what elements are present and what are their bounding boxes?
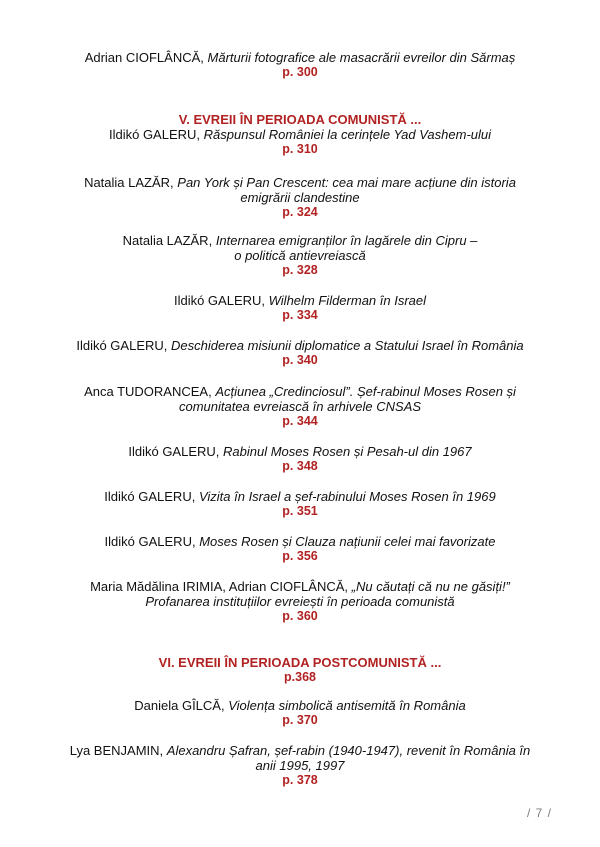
entry-title: Mărturii fotografice ale masacrării evreilor din Sărmaș — [207, 50, 516, 65]
section-heading: VI. EVREII ÎN PERIOADA POSTCOMUNISTĂ ... — [158, 655, 442, 670]
entry-title-continued: anii 1995, 1997 — [255, 758, 345, 773]
entry-author: Anca TUDORANCEA, — [84, 384, 212, 399]
toc-entry — [60, 293, 540, 323]
entry-title: Alexandru Șafran, șef-rabin (1940-1947), revenit în România în — [166, 743, 531, 758]
page-number: / 7 / — [526, 806, 552, 820]
toc-entry-line — [60, 175, 540, 190]
toc-entry-line — [60, 127, 540, 142]
toc-entry-line — [60, 534, 540, 549]
entry-author: Natalia LAZĂR, — [84, 175, 174, 190]
entry-author: Maria Mădălina IRIMIA, Adrian CIOFLÂNCĂ, — [90, 579, 349, 594]
entry-author: Lya BENJAMIN, — [69, 743, 164, 758]
toc-entry-line — [60, 233, 540, 248]
entry-author: Ildikó GALERU, — [76, 338, 168, 353]
entry-title: Rabinul Moses Rosen și Pesah-ul din 1967 — [223, 444, 472, 459]
entry-title-continued: Profanarea instituțiilor evreiești în perioada comunistă — [145, 594, 455, 609]
entry-author: Ildikó GALERU, — [128, 444, 220, 459]
toc-section — [60, 655, 540, 685]
entry-title: Deschiderea misiunii diplomatice a Statului Israel în România — [171, 338, 524, 353]
entry-title: Moses Rosen și Clauza națiunii celei mai favorizate — [199, 534, 496, 549]
entry-author: Ildikó GALERU, — [173, 293, 266, 308]
entry-page-ref: p. 348 — [282, 459, 318, 473]
toc-entry-line — [60, 579, 540, 594]
entry-author: Daniela GÎLCĂ, — [134, 698, 225, 713]
toc-entry — [60, 579, 540, 624]
toc-section — [60, 112, 540, 157]
entry-title: Internarea emigranților în lagărele din Cipru – — [215, 233, 478, 248]
entry-title: Pan York și Pan Crescent: cea mai mare acțiune din istoria — [177, 175, 516, 190]
toc-entry — [60, 338, 540, 368]
toc-entry-line — [60, 50, 540, 65]
entry-page-ref: p. 334 — [282, 308, 318, 322]
entry-author: Ildikó GALERU, — [104, 534, 196, 549]
toc-entry — [60, 175, 540, 220]
toc-entry — [60, 698, 540, 728]
entry-page-ref: p. 328 — [282, 263, 318, 277]
toc-entry-line — [60, 338, 540, 353]
section-heading: V. EVREII ÎN PERIOADA COMUNISTĂ ... — [178, 112, 422, 127]
entry-page-ref: p. 351 — [282, 504, 318, 518]
entry-page-ref: p. 324 — [282, 205, 318, 219]
entry-page-ref: p. 356 — [282, 549, 318, 563]
toc-entry — [60, 534, 540, 564]
entry-title-continued: comunitatea evreiască în arhivele CNSAS — [178, 399, 422, 414]
entry-title: Vizita în Israel a șef-rabinului Moses Rosen în 1969 — [198, 489, 496, 504]
toc-entry — [60, 444, 540, 474]
entry-title-continued: o politică antievreiască — [234, 248, 366, 263]
toc-entry-line — [60, 384, 540, 399]
entry-author: Ildikó GALERU, — [108, 127, 201, 142]
toc-entry-line — [60, 293, 540, 308]
entry-title-continued: emigrării clandestine — [240, 190, 360, 205]
entry-author: Adrian CIOFLÂNCĂ, — [84, 50, 204, 65]
entry-page-ref: p. 370 — [282, 713, 318, 727]
entry-title: Răspunsul României la cerințele Yad Vashem-ului — [203, 127, 492, 142]
toc-entry — [60, 489, 540, 519]
entry-title: „Nu căutați că nu ne găsiți!” — [351, 579, 510, 594]
entry-title: Wilhelm Filderman în Israel — [268, 293, 427, 308]
toc-entry-line — [60, 743, 540, 758]
toc-entry — [60, 233, 540, 278]
entry-page-ref: p. 300 — [282, 65, 318, 79]
toc-entry-line — [60, 444, 540, 459]
toc-entry-line — [60, 489, 540, 504]
section-page-ref: p.368 — [284, 670, 316, 684]
toc-entry — [60, 384, 540, 429]
entry-title: Violența simbolică antisemită în România — [228, 698, 466, 713]
toc-entry-line — [60, 698, 540, 713]
entry-page-ref: p. 378 — [282, 773, 318, 787]
entry-page-ref: p. 310 — [282, 142, 318, 156]
entry-page-ref: p. 340 — [282, 353, 318, 367]
entry-author: Ildikó GALERU, — [104, 489, 196, 504]
entry-page-ref: p. 360 — [282, 609, 318, 623]
entry-author: Natalia LAZĂR, — [122, 233, 213, 248]
entry-title: Acțiunea „Credinciosul”. Șef-rabinul Moses Rosen și — [215, 384, 516, 399]
toc-entry — [60, 743, 540, 788]
toc-entry — [60, 50, 540, 80]
entry-page-ref: p. 344 — [282, 414, 318, 428]
